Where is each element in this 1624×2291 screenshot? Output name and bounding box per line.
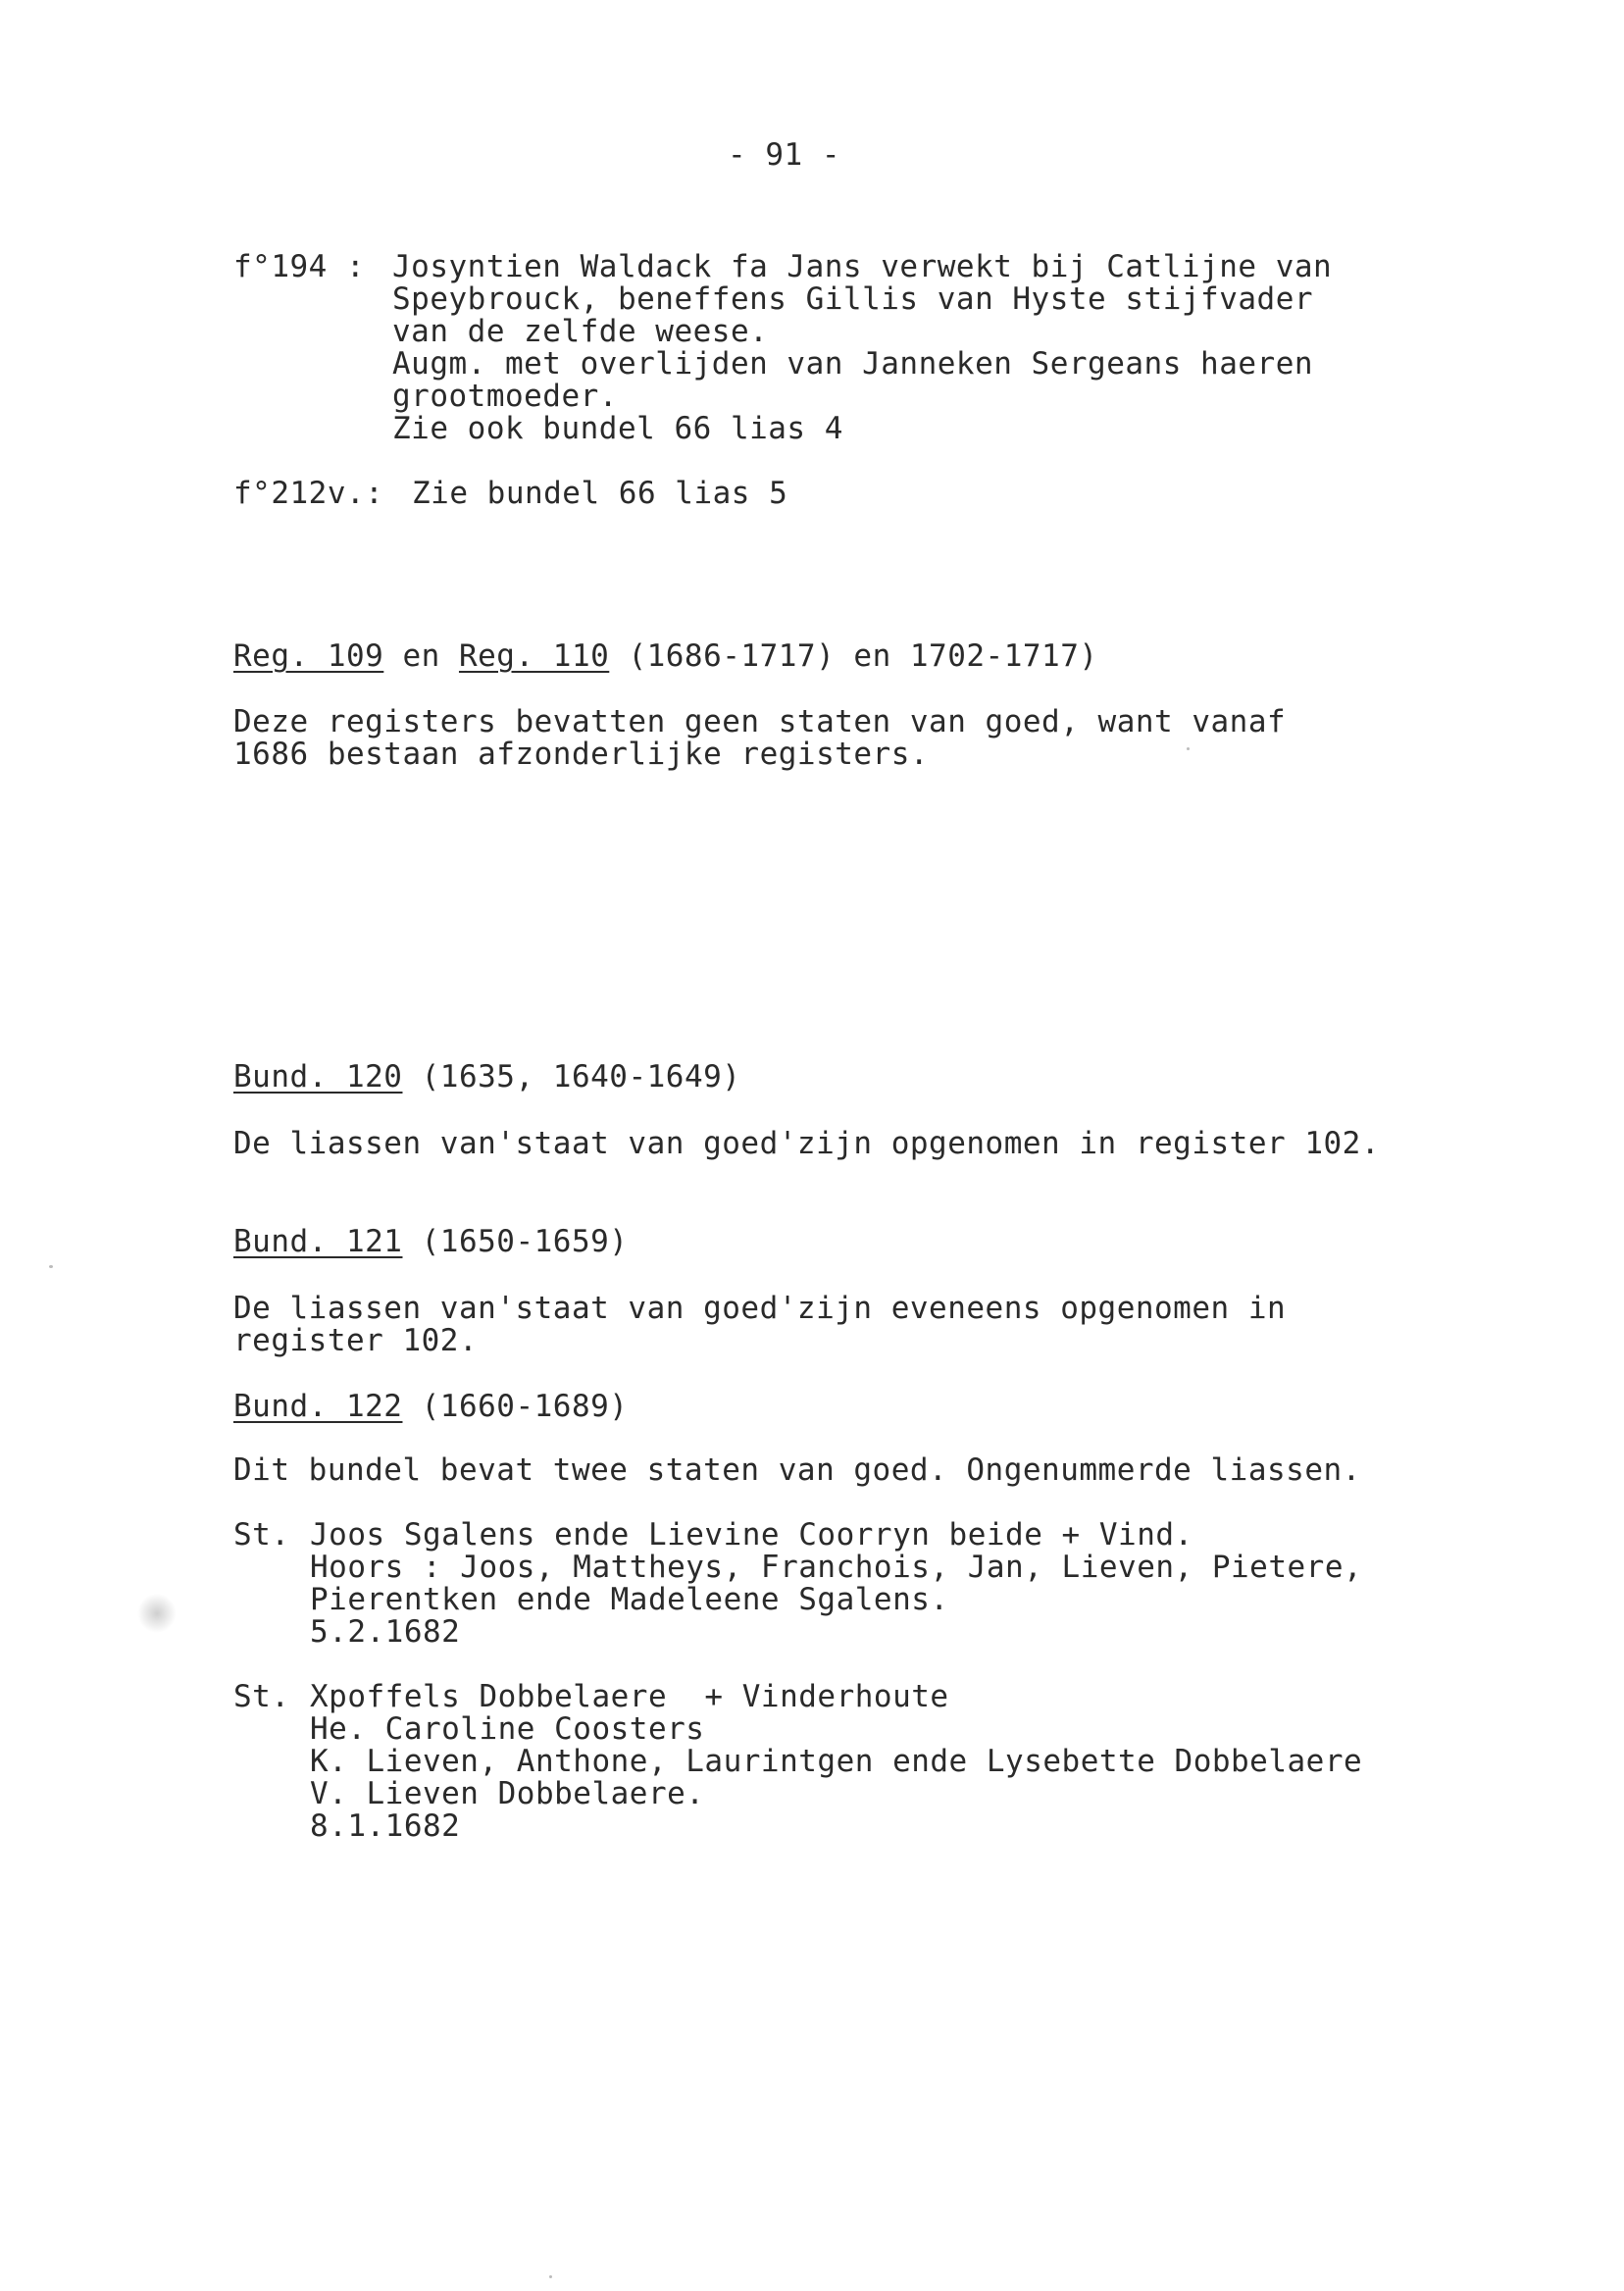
estate-line: Joos Sgalens ende Lievine Coorryn beide + Vind. [310, 1517, 1193, 1553]
entry-line: van de zelfde weese. [392, 314, 769, 349]
heading-connector: en [383, 638, 459, 674]
scan-speck [137, 1594, 177, 1633]
entry-line: Zie bundel 66 lias 5 [412, 476, 788, 511]
entry-line: Zie ook bundel 66 lias 4 [392, 411, 843, 446]
scan-speck [549, 2275, 552, 2278]
estate-line: K. Lieven, Anthone, Laurintgen ende Lysebette Dobbelaere [310, 1744, 1363, 1779]
scan-speck [49, 1265, 53, 1268]
section-heading [233, 640, 1098, 673]
folio-ref: f°212v.: [233, 476, 384, 511]
section-line: register 102. [233, 1323, 479, 1358]
estate-prefix: St. [233, 1517, 290, 1553]
section-line: De liassen van'staat van goed'zijn eveneens opgenomen in [233, 1291, 1287, 1326]
heading-ref: Bund. 121 [233, 1224, 403, 1259]
folio-ref: f°194 : [233, 249, 366, 284]
heading-ref: Bund. 120 [233, 1059, 403, 1095]
heading-ref: Bund. 122 [233, 1389, 403, 1424]
estate-line: 5.2.1682 [310, 1614, 461, 1650]
heading-ref: Reg. 109 [233, 638, 384, 674]
estate-line: 8.1.1682 [310, 1808, 461, 1844]
estate-line: V. Lieven Dobbelaere. [310, 1776, 705, 1811]
section-line: 1686 bestaan afzonderlijke registers. [233, 737, 930, 772]
section-line: Deze registers bevatten geen staten van goed, want vanaf [233, 704, 1287, 739]
section-heading [233, 1061, 740, 1094]
section-line: Dit bundel bevat twee staten van goed. Ongenummerde liassen. [233, 1452, 1361, 1488]
estate-line: Hoors : Joos, Mattheys, Franchois, Jan, Lieven, Pietere, [310, 1550, 1363, 1585]
heading-period: (1660-1689) [402, 1389, 629, 1424]
section-heading [233, 1391, 628, 1423]
estate-line: Pierentken ende Madeleene Sgalens. [310, 1582, 949, 1617]
page-number: - 91 - [728, 137, 840, 173]
entry-line: Speybrouck, beneffens Gillis van Hyste stijfvader [392, 281, 1314, 317]
heading-period: (1650-1659) [402, 1224, 629, 1259]
estate-line: Xpoffels Dobbelaere + Vinderhoute [310, 1679, 949, 1714]
estate-line: He. Caroline Coosters [310, 1711, 705, 1747]
section-heading [233, 1226, 628, 1258]
heading-ref: Reg. 110 [458, 638, 610, 674]
heading-period: (1635, 1640-1649) [402, 1059, 741, 1095]
entry-line: Josyntien Waldack fa Jans verwekt bij Catlijne van [392, 249, 1333, 284]
estate-prefix: St. [233, 1679, 290, 1714]
entry-line: grootmoeder. [392, 379, 618, 414]
heading-period: (1686-1717) en 1702-1717) [609, 638, 1098, 674]
section-line: De liassen van'staat van goed'zijn opgenomen in register 102. [233, 1126, 1380, 1161]
entry-line: Augm. met overlijden van Janneken Sergeans haeren [392, 346, 1314, 382]
scan-speck [1187, 747, 1190, 750]
